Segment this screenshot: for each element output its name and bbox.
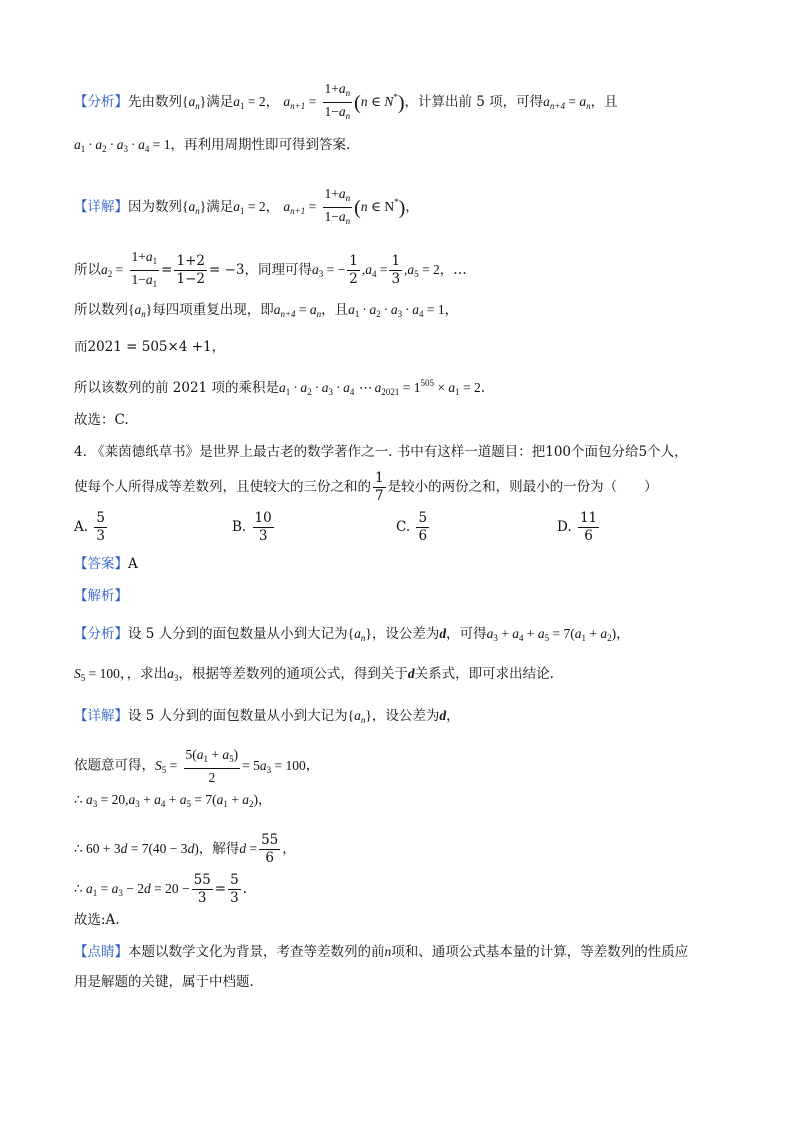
question-4-line-1: 4. 《莱茵德纸草书》是世界上最古老的数学著作之一. 书中有这样一道题目：把100个面包分给5个人， xyxy=(74,444,688,460)
analysis-q4-line-2: $S_5 = 100$，，求出$a_3$，根据等差数列的通项公式，得到关于d关系式，即可求出结论. xyxy=(74,666,554,683)
comment-line-2: 用是解题的关键，属于中档题. xyxy=(74,974,254,990)
detail-line-5: 所以该数列的前 2021 项的乘积是$a_1 \cdot a_2 \cdot a_3 \cdot a_4$ ⋯ $a_{2021} = 1^{505} \times a_1 = 2$. xyxy=(74,378,485,397)
jiexi-tag: 【解析】 xyxy=(74,588,128,604)
detail-line-1: 【详解】因为数列$\{a_n\}$满足$a_1 = 2$， $a_{n+1}$ = $\frac{1+a_n}{1-a_n}$ (n ∈ N*)， xyxy=(74,186,419,226)
analysis-line-2: $a_1 \cdot a_2 \cdot a_3 \cdot a_4 = 1$，再利用周期性即可得到答案. xyxy=(74,137,351,154)
answer-tag: 【答案】 xyxy=(74,556,128,572)
answer-value: A xyxy=(128,556,138,572)
detail-q4-line-4: ∴ 60 + 3d = 7(40 − 3d)，解得d = $\frac{55}{6}$ ， xyxy=(74,832,296,866)
detail-q4-line-3: ∴ $a_3 = 20,a_3 + a_4 + a_5 = 7(a_1 + a_2)$， xyxy=(74,792,272,809)
answer-line xyxy=(74,554,138,574)
detail-line-2: 所以$a_2$ = $\frac{1+a_1}{1-a_1}$ = $\frac{1+2}{1-2}$ = −3，同理可得$a_3$ = − $\frac{1}{2}$ $,a_4$ = $\frac{1}{3}$ $,a_5 = 2$，… xyxy=(74,249,467,289)
detail-line-3: 所以数列$\{a_n\}$每四项重复出现，即$a_{n+4} = a_n$，且$a_1 \cdot a_2 \cdot a_3 \cdot a_4 = 1$， xyxy=(74,302,459,319)
analysis-tag: 【分析】 xyxy=(74,94,128,110)
detail-q4-line-5: ∴ $a_1 = a_3 - 2d = 20$ − $\frac{55}{3}$ = $\frac{5}{3}$ . xyxy=(74,872,247,906)
comment-tag: 【点睛】 xyxy=(74,944,128,960)
option-c[interactable]: C. $\frac{5}{6}$ xyxy=(396,510,428,544)
detail-tag: 【详解】 xyxy=(74,199,128,215)
detail-q4-line-6: 故选:A. xyxy=(74,912,120,928)
analysis-q4-line-1: 【分析】设 5 人分到的面包数量从小到大记为$\{a_n\}$，设公差为d，可得$a_3 + a_4 + a_5 = 7(a_1 + a_2)$， xyxy=(74,626,630,643)
option-d[interactable]: D. $\frac{11}{6}$ xyxy=(557,510,598,544)
detail-q4-line-2: 依题意可得，$S_5$ = $\frac{5(a_1 + a_5)}{2}$ = $5a_3 = 100$， xyxy=(74,747,320,785)
detail-q4-line-1: 【详解】设 5 人分到的面包数量从小到大记为$\{a_n\}$，设公差为d， xyxy=(74,708,460,725)
option-b[interactable]: B. $\frac{10}{3}$ xyxy=(232,510,272,544)
question-4-line-2: 使每个人所得成等差数列，且使较大的三份之和的 $\frac{1}{7}$ 是较小的两份之和，则最小的一份为（ ） xyxy=(74,470,658,504)
analysis-line-1: 【分析】先由数列$\{a_n\}$满足$a_1 = 2$， $a_{n+1}$ = $\frac{1+a_n}{1-a_n}$ (n ∈ N*)，计算出前 5 项，可得$a_{n+4} = a_n$，且 xyxy=(74,81,618,121)
option-a[interactable]: A. $\frac{5}{3}$ xyxy=(74,510,105,544)
detail-line-6: 故选：C. xyxy=(74,412,129,428)
detail-line-4: 而2021 = 505×4 +1， xyxy=(74,339,226,355)
comment-line-1: 【点睛】本题以数学文化为背景，考查等差数列的前n项和、通项公式基本量的计算，等差数列的性质应 xyxy=(74,944,689,960)
